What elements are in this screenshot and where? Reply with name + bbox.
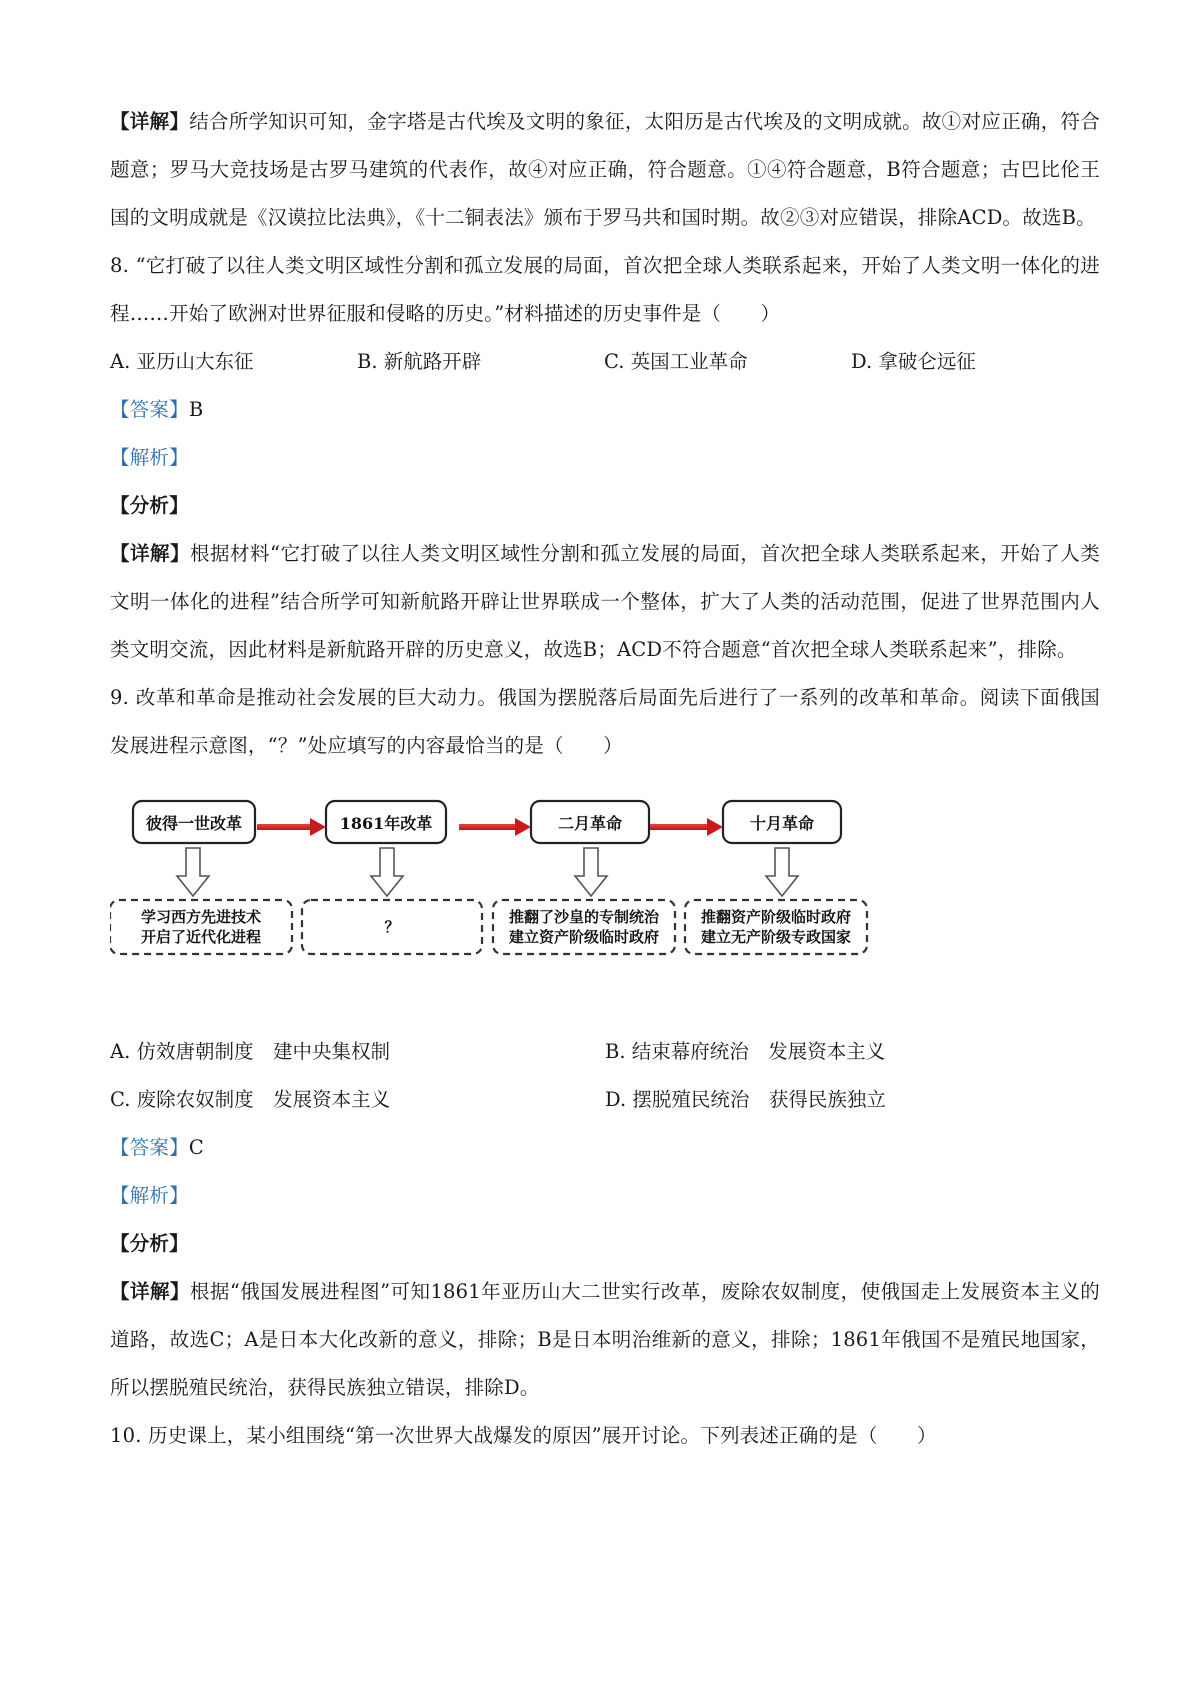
- q8-fenxi: 【分析】: [110, 494, 189, 517]
- q8-option-c: C. 英国工业革命: [604, 350, 748, 373]
- box-3-line-2: 建立资产阶级临时政府: [508, 928, 659, 946]
- down-arrow-1: [177, 848, 209, 896]
- q8-detail: [110, 530, 1100, 674]
- page-content: [110, 98, 1100, 1460]
- q9-option-c: C. 废除农奴制度 发展资本主义: [110, 1088, 391, 1111]
- q9-fenxi: 【分析】: [110, 1232, 189, 1255]
- down-arrow-4: [766, 848, 798, 896]
- q8-detail-text: 根据材料“它打破了以往人类文明区域性分割和孤立发展的局面，首次把全球人类联系起来，开始了人类文明一体化的进程”结合所学可知新航路开辟让世界联成一个整体，扩大了人类的活动范围，促进了世界范围内人类文明交流，因此材料是新航路开辟的历史意义，故选B；ACD不符合题意“首次把全球人类联系起来”，排除。: [110, 542, 1101, 661]
- node-label-peter: 彼得一世改革: [145, 814, 242, 833]
- q9-option-b: B. 结束幕府统治 发展资本主义: [605, 1040, 886, 1063]
- box-2-question: ？: [384, 918, 400, 936]
- q9-answer-tag: 【答案】: [110, 1136, 189, 1159]
- q8-analysis-tag: 【解析】: [110, 446, 189, 469]
- red-arrow-2: [459, 818, 531, 836]
- q9-detail: [110, 1268, 1100, 1412]
- node-label-october: 十月革命: [749, 814, 814, 833]
- q8-detail-tag: 【详解】: [110, 542, 190, 565]
- q7-detail: [110, 98, 1100, 242]
- q8-option-b: B. 新航路开辟: [357, 350, 482, 373]
- red-arrow-3: [650, 818, 723, 836]
- q9-analysis-tag: 【解析】: [110, 1184, 189, 1207]
- q9-stem: 9. 改革和革命是推动社会发展的巨大动力。俄国为摆脱落后局面先后进行了一系列的改革和革命。阅读下面俄国发展进程示意图，“？”处应填写的内容最恰当的是（ ）: [110, 686, 1100, 757]
- q7-detail-tag: 【详解】: [110, 110, 190, 133]
- box-4-line-2: 建立无产阶级专政国家: [700, 928, 851, 946]
- q8-options: [110, 338, 1100, 386]
- down-arrow-2: [371, 848, 403, 896]
- q9-answer: [110, 1124, 1100, 1172]
- box-label-2: [302, 917, 482, 937]
- q9-options: [110, 1028, 1100, 1124]
- red-arrow-1: [257, 818, 326, 836]
- down-arrow-3: [575, 848, 607, 896]
- q8-option-a: A. 亚历山大东征: [110, 350, 254, 373]
- q8-answer-value: B: [188, 398, 204, 421]
- q9-detail-tag: 【详解】: [110, 1280, 190, 1303]
- q9-detail-text: 根据“俄国发展进程图”可知1861年亚历山大二世实行改革，废除农奴制度，使俄国走上发展资本主义的道路，故选C；A是日本大化改新的意义，排除；B是日本明治维新的意义，排除；1861年俄国不是殖民地国家，所以摆脱殖民统治，获得民族独立错误，排除D。: [110, 1280, 1100, 1399]
- box-label-4: [685, 907, 867, 947]
- q9-answer-value: C: [188, 1136, 204, 1159]
- q8-answer: [110, 386, 1100, 434]
- q10-stem: 10. 历史课上，某小组围绕“第一次世界大战爆发的原因”展开讨论。下列表述正确的是（ ）: [110, 1424, 937, 1447]
- node-label-1861: 1861年改革: [339, 814, 433, 833]
- q9-option-a: A. 仿效唐朝制度 建中央集权制: [110, 1040, 390, 1063]
- box-label-3: [493, 907, 675, 947]
- node-label-february: 二月革命: [557, 814, 622, 833]
- q8-option-d: D. 拿破仑远征: [851, 350, 976, 373]
- q8-answer-tag: 【答案】: [110, 398, 189, 421]
- box-4-line-1: 推翻资产阶级临时政府: [700, 908, 851, 926]
- russia-development-diagram: [110, 776, 1100, 1026]
- box-3-line-1: 推翻了沙皇的专制统治: [508, 908, 659, 926]
- q9-option-d: D. 摆脱殖民统治 获得民族独立: [605, 1088, 886, 1111]
- box-1-line-1: 学习西方先进技术: [140, 908, 261, 926]
- q7-detail-text: 结合所学知识可知，金字塔是古代埃及文明的象征，太阳历是古代埃及的文明成就。故①对应正确，符合题意；罗马大竞技场是古罗马建筑的代表作，故④对应正确，符合题意。①④符合题意，B符合题意；古巴比伦王国的文明成就是《汉谟拉比法典》，《十二铜表法》颁布于罗马共和国时期。故②③对应错误，排除ACD。故选B。: [110, 110, 1100, 229]
- q8-stem: 8. “它打破了以往人类文明区域性分割和孤立发展的局面，首次把全球人类联系起来，开始了人类文明一体化的进程……开始了欧洲对世界征服和侵略的历史。”材料描述的历史事件是（ ）: [110, 254, 1100, 325]
- box-1-line-2: 开启了近代化进程: [140, 928, 261, 946]
- box-label-1: [110, 907, 292, 947]
